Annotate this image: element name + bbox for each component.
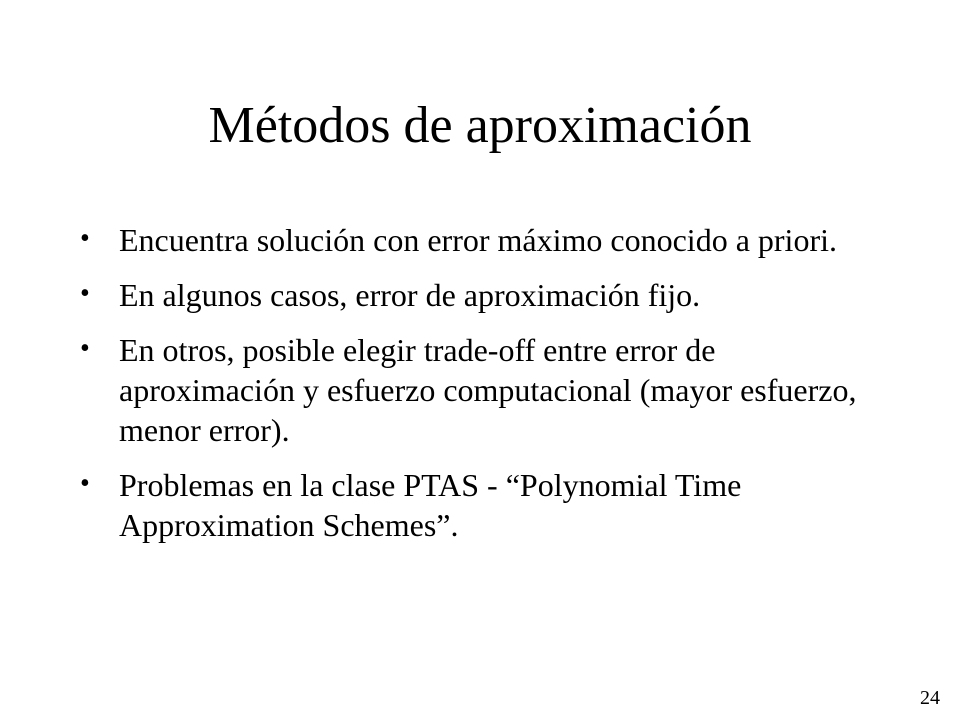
page-number: 24 bbox=[920, 687, 940, 709]
bullet-icon: • bbox=[80, 333, 90, 364]
bullet-icon: • bbox=[80, 223, 90, 254]
bullet-item bbox=[80, 465, 860, 545]
bullet-text: Problemas en la clase PTAS - “Polynomial Time Approximation Schemes”. bbox=[119, 467, 742, 543]
bullet-text: Encuentra solución con error máximo conocido a priori. bbox=[119, 222, 837, 258]
bullet-text: En algunos casos, error de aproximación fijo. bbox=[119, 277, 701, 313]
slide-title: Métodos de aproximación bbox=[208, 97, 752, 154]
bullet-text: En otros, posible elegir trade-off entre error de aproximación y esfuerzo computacional (mayor esfuerzo, menor error). bbox=[119, 332, 857, 448]
bullet-item bbox=[80, 275, 860, 315]
bullet-item bbox=[80, 330, 860, 450]
bullet-icon: • bbox=[80, 468, 90, 499]
bullet-item bbox=[80, 220, 860, 260]
bullet-icon: • bbox=[80, 278, 90, 309]
bullet-list bbox=[80, 220, 860, 560]
